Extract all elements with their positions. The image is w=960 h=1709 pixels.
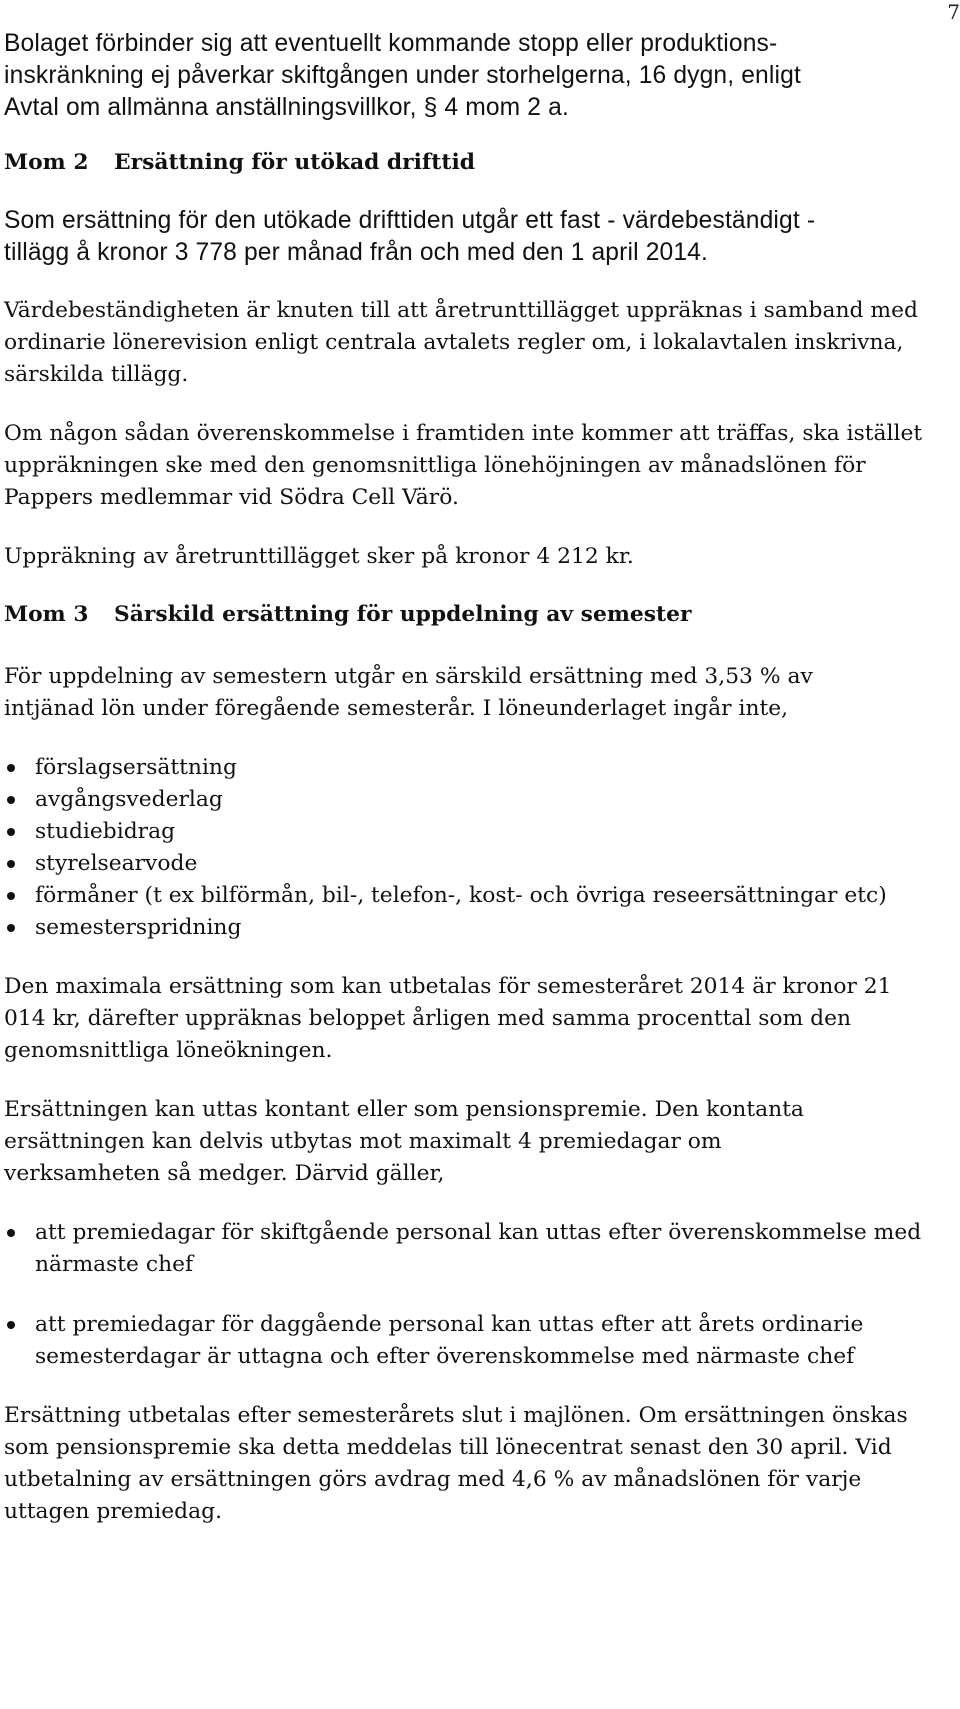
paragraph-payment-timing: Ersättning utbetalas efter semesterårets slut i majlönen. Om ersättningen önskas som pensionspremie ska detta meddelas till lönecentrat senast den 30 april. Vid utbetalning av ersättningen görs avdrag med 4,6 % av månadslönen för varje uttagen premiedag.: [4, 1403, 908, 1524]
paragraph-agreement: Om någon sådan överenskommelse i framtiden inte kommer att träffas, ska istället uppräkningen ske med den genomsnittliga lönehöjningen av månadslönen för Pappers medlemmar vid Södra Cell Värö.: [4, 421, 923, 510]
section-number: Mom 3: [4, 602, 89, 627]
paragraph-payout-options: Ersättningen kan uttas kontant eller som pensionspremie. Den kontanta ersättningen kan delvis utbytas mot maximalt 4 premiedagar om verksamheten så medger. Därvid gäller,: [4, 1097, 804, 1186]
section-number: Mom 2: [4, 150, 89, 175]
section-title: Särskild ersättning för uppdelning av semester: [114, 602, 692, 627]
paragraph-adjustment: Uppräkning av åretrunttillägget sker på kronor 4 212 kr.: [4, 544, 634, 569]
list-item: att premiedagar för daggående personal kan uttas efter att årets ordinarie semesterdagar är uttagna och efter överenskommelse med närmaste chef: [4, 1309, 924, 1373]
section-heading-mom2: [4, 147, 924, 179]
list-item: att premiedagar för skiftgående personal kan uttas efter överenskommelse med närmaste chef: [4, 1217, 924, 1281]
list-item: styrelsearvode: [4, 848, 904, 880]
list-item: avgångsvederlag: [4, 784, 904, 816]
paragraph-compensation: Som ersättning för den utökade drifttiden utgår ett fast - värdebeständigt - tillägg å kronor 3 778 per månad från och med den 1 april 2014.: [4, 207, 816, 266]
paragraph-value-stability: Värdebeständigheten är knuten till att åretrunttillägget uppräknas i samband med ordinarie lönerevision enligt centrala avtalets regler om, i lokalavtalen inskrivna, särskilda tillägg.: [4, 298, 918, 387]
document-body: [4, 28, 924, 1528]
paragraph-split-vacation: För uppdelning av semestern utgår en särskild ersättning med 3,53 % av intjänad lön under föregående semesterår. I löneunderlaget ingår inte,: [4, 664, 813, 721]
list-item: förmåner (t ex bilförmån, bil-, telefon-, kost- och övriga reseersättningar etc): [4, 880, 904, 912]
page-number: 7: [947, 0, 960, 24]
section-title: Ersättning för utökad drifttid: [114, 150, 475, 175]
paragraph-maximum-compensation: Den maximala ersättning som kan utbetalas för semesteråret 2014 är kronor 21 014 kr, därefter uppräknas beloppet årligen med samma procenttal som den genomsnittliga löneökningen.: [4, 974, 892, 1063]
list-item: förslagsersättning: [4, 752, 904, 784]
section-heading-mom3: [4, 599, 924, 631]
paragraph-holiday-shifts: Bolaget förbinder sig att eventuellt kommande stopp eller produktions- inskränkning ej påverkar skiftgången under storhelgerna, 16 dygn, enligt Avtal om allmänna anställningsvillkor, § 4 mom 2 a.: [4, 30, 801, 121]
premium-days-list: [4, 1217, 924, 1373]
exclusion-list: [4, 752, 904, 944]
list-item: studiebidrag: [4, 816, 904, 848]
list-item: semesterspridning: [4, 912, 904, 944]
